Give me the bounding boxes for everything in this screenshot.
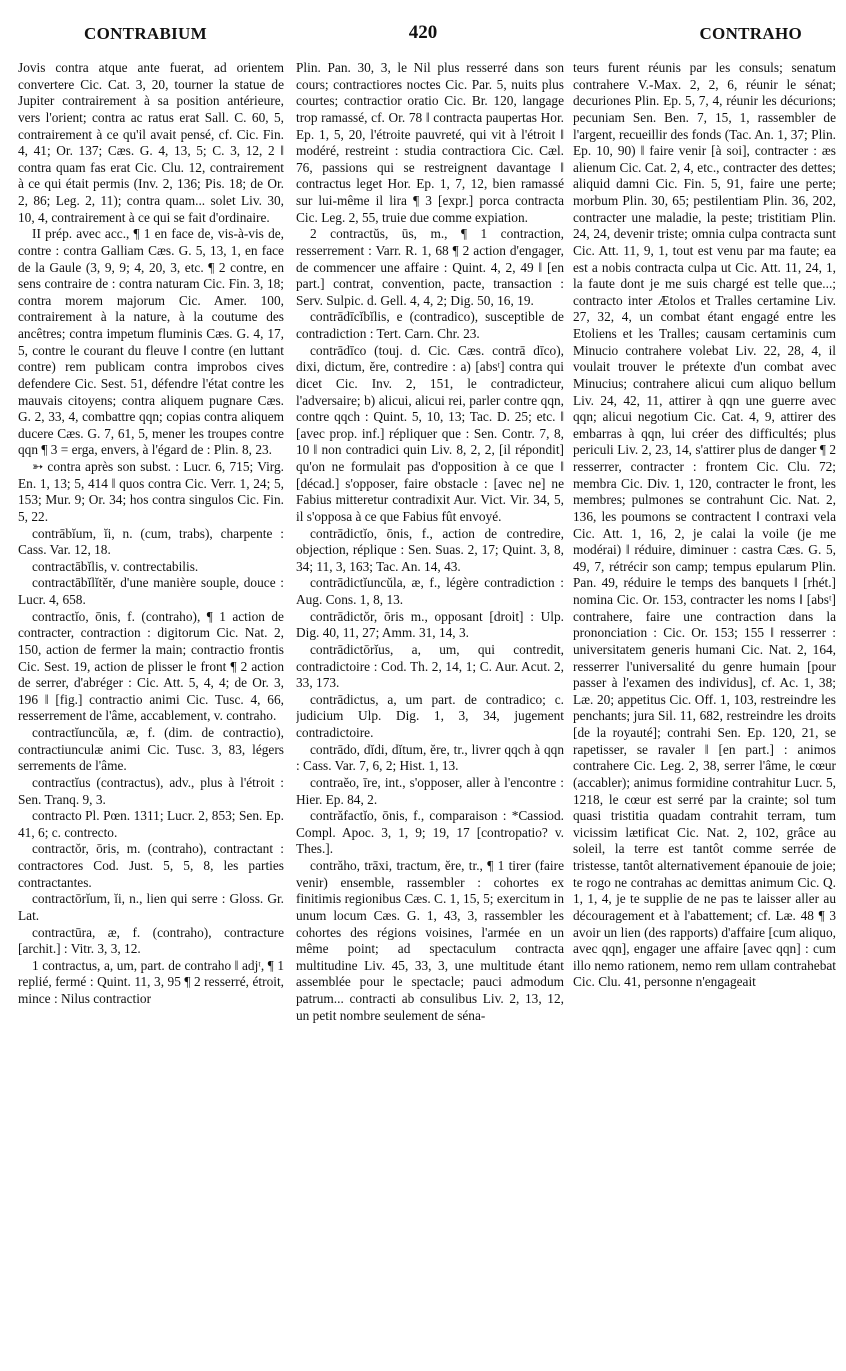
entry-paragraph: contracto Pl. Pœn. 1311; Lucr. 2, 853; Sen. Ep. 41, 6; c. contrecto.: [18, 808, 284, 840]
entry-paragraph: Jovis contra atque ante fuerat, ad orientem convertere Cic. Cat. 3, 20, tourner la statue de Jupiter contrairement à sa position antérieure, vers l'orient; contra ac ratus erat Sall. C. 60, 5, contrairement à ce qu'il avait pensé, cf. Cic. Fin. 4, 41; Or. 137; Cæs. G. 4, 13, 5; C. 3, 12, 2 ‖ contra quam fas erat Cic. Clu. 12, contrairement à ce qui était permis (Inv. 2, 136; Pis. 18; de Or. 2, 86; Leg. 2, 11); contra quam... solet Liv. 30, 10, 4, contrairement à ce qui se fait d'ordinaire.: [18, 60, 284, 225]
right-guide-word: CONTRAHO: [699, 24, 802, 43]
entry-paragraph: contractĭus (contractus), adv., plus à l'étroit : Sen. Tranq. 9, 3.: [18, 774, 284, 807]
entry-paragraph: contrādictus, a, um part. de contradico; c. judicium Ulp. Dig. 1, 3, 34, jugement contradictoire.: [296, 691, 564, 740]
column-left: [18, 60, 284, 1360]
entry-paragraph: teurs furent réunis par les consuls; senatum contrahere V.-Max. 2, 2, 6, réunir le sénat; decuriones Plin. Ep. 5, 7, 4, réunir les décurions; pecuniam Sen. Ben. 7, 15, 1, rassembler de l'argent, recueillir des fonds (Tac. An. 1, 37; Plin. Ep. 10, 90) ‖ faire venir [à soi], contracter : æs alienum Cic. Cat. 2, 4, etc., contracter des dettes; aliquid damni Cic. Fin. 5, 91, faire une perte; morbum Plin. 30, 65; pestilentiam Plin. 36, 202, contracter une maladie, la peste; tristitiam Plin. 24, 24, devenir triste; omnia culpa contracta sunt Cic. Att. 11, 9, 1, tout est venu par ma faute; ea est a nobis contracta culpa ut Cic. Att. 11, 24, 1, la faute dont je me suis chargé est telle que...; contracto inter Ætolos et Tralles certamine Liv. 27, 32, 4, un combat étant engagé entre les Etoliens et les Tralles; causam certaminis cum Minucio contrahere volebat Liv. 22, 28, 4, il voulait trouver le prétexte d'un combat avec Minucius; contrahere alicui cum aliquo bellum Liv. 24, 42, 11, attirer à qqn une guerre avec qqn; alicui negotium Cic. Cat. 4, 9, attirer des embarras à qqn, lui créer des difficultés; plus periculi Liv. 2, 23, 14, s'attirer plus de danger ¶ 2 resserrer, contracter : frontem Cic. Clu. 72; membra Cic. Div. 1, 120, contracter le front, les membres; pulmones se contrahunt Cic. Nat. 2, 136, les poumons se contractent ‖ contraxi vela Cic. Att. 1, 16, 2, je calai la voile (je me modérai) ‖ réduire, diminuer : castra Cæs. G. 5, 49, 7, rétrécir son camp; tempus epularum Plin. Pan. 49, réduire le temps des banquets ‖ [rhét.] nomina Cic. Or. 153, contracter les noms ‖ [absᵗ] contrahere, faire une contraction dans la prononciation : Cic. Or. 153; 155 ‖ resserrer : universitatem generis humani Cic. Nat. 2, 164, resserrer l'universalité du genre humain [pour passer à l'examen des individus], cf. Ac. 1, 38; Læ. 20; appetitus Cic. Off. 1, 103, restreindre les penchants; jura Sil. 11, 682, restreindre les droits [de la royauté]; contrahi Sen. Ep. 120, 21, se rapetisser, se ravaler ‖ [en part.] : animos contrahere Cic. Leg. 2, 38, serrer l'âme, le cœur (accabler); animus formidine contrahitur Lucr. 5, 1218, le cœur est serré par la crainte; sol tum quasi tristitia quadam contrahit terram, tum vicissim lætificat Cic. Nat. 2, 102, grâce au soleil, la terre est tantôt comme serrée de tristesse, tantôt alternativement épanouie de joie; te rogo ne contrahas ac demittas animum Cic. Q. 1, 1, 4, je te supplie de ne pas te laisser aller au découragement et à l'abattement; cf. Læ. 48 ¶ 3 avoir un lien (des rapports) d'affaire [cum aliquo, avec qqn], engager une affaire [avec qqn] : cum illo nemo rationem, nemo rem ullam contrahebat Cic. Clu. 41, personne n'engageait: [573, 60, 836, 990]
entry-paragraph: contractūra, æ, f. (contraho), contracture [archit.] : Vitr. 3, 3, 12.: [18, 924, 284, 957]
entry-paragraph: contractĭo, ōnis, f. (contraho), ¶ 1 action de contracter, contraction : digitorum Cic. Nat. 2, 150, action de fermer la main; contractio frontis Cic. Sest. 19, action de plisser le front ¶ 2 action de serrer, d'abréger : Cic. Att. 5, 4, 4; de Or. 3, 196 ‖ [fig.] contractio animi Cic. Tusc. 4, 66, resserrement de l'âme, accablement, v. contraho.: [18, 608, 284, 724]
entry-paragraph: II prép. avec acc., ¶ 1 en face de, vis-à-vis de, contre : contra Galliam Cæs. G. 5, 13, 1, en face de la Gaule (3, 9, 9; 4, 20, 3, etc. ¶ 2 contre, en sens contraire de : contra naturam Cic. Fin. 3, 18; contra morem majorum Cic. Amer. 100, contrairement à la nature, à la coutume des ancêtres; contra impetum fluminis Cæs. G. 4, 17, 5, contre le courant du fleuve ‖ contre (en luttant contre) rem publicam contra improbos cives defendere Cic. Sest. 51, défendre l'état contre les mauvais citoyens; contra aliquem pugnare Cæs. G. 2, 33, 4, combattre qqn; copias contra aliquem ducere Cæs. G. 7, 61, 5, mener les troupes contre qqn ¶ 3 = erga, envers, à l'égard de : Plin. 8, 23.: [18, 226, 284, 458]
entry-paragraph: contrādictĭuncŭla, æ, f., légère contradiction : Aug. Cons. 1, 8, 13.: [296, 575, 564, 607]
entry-paragraph: ➳ contra après son subst. : Lucr. 6, 715; Virg. En. 1, 13; 5, 414 ‖ quos contra Cic. Verr. 1, 24; 5, 153; Mur. 9; Or. 34; hos contra singulos Cic. Fin. 5, 22.: [18, 459, 284, 524]
page-number: 420: [408, 22, 438, 43]
entry-paragraph: contrăfactĭo, ōnis, f., comparaison : *Cassiod. Compl. Apoc. 3, 1, 9; 19, 17 [contropatio? v. Thes.].: [296, 808, 564, 857]
entry-paragraph: contrādo, dĭdi, dĭtum, ĕre, tr., livrer qqch à qqn : Cass. Var. 7, 6, 2; Hist. 1, 13.: [296, 741, 564, 774]
entry-paragraph: contrādictōrĭus, a, um, qui contredit, contradictoire : Cod. Th. 2, 14, 1; C. Aur. Acut. 2, 33, 173.: [296, 641, 564, 691]
entry-paragraph: contrăho, trāxi, tractum, ĕre, tr., ¶ 1 tirer (faire venir) ensemble, rassembler : cohortes ex finitimis regionibus Cæs. C. 1, 15, 5; exercitum in unum locum Cæs. G. 1, 43, 3, rassembler les cohortes des régions voisines, l'armée en un même point; ad spectaculum contracta multitudine Liv. 45, 33, 3, une multitude étant assemblée pour le spectacle; pauci admodum patrum... contracti ab consulibus Liv. 2, 13, 12, un petit nombre seulement de séna-: [296, 858, 564, 1023]
entry-paragraph: contrābĭum, ĭi, n. (cum, trabs), charpente : Cass. Var. 12, 18.: [18, 525, 284, 558]
entry-paragraph: 2 contractŭs, ūs, m., ¶ 1 contraction, resserrement : Varr. R. 1, 68 ¶ 2 action d'engager, de commencer une affaire : Quint. 4, 2, 49 ‖ [en part.] contrat, convention, pacte, transaction : Serv. Sulpic. d. Gell. 4, 4, 2; Dig. 50, 16, 19.: [296, 226, 564, 308]
left-guide-word: CONTRABIUM: [84, 24, 207, 43]
text-columns: [18, 60, 836, 1360]
entry-paragraph: 1 contractus, a, um, part. de contraho ‖ adjᵗ, ¶ 1 replié, fermé : Quint. 11, 3, 95 ¶ 2 resserré, étroit, mince : Nilus contractior: [18, 957, 284, 1006]
entry-paragraph: contrādīcĭbĭlis, e (contradico), susceptible de contradiction : Tert. Carn. Chr. 23.: [296, 309, 564, 341]
entry-paragraph: contrādictĭo, ōnis, f., action de contredire, objection, réplique : Sen. Suas. 2, 17; Quint. 3, 8, 34; 11, 3, 163; Tac. An. 14, 43.: [296, 525, 564, 574]
entry-paragraph: contractōrĭum, ĭi, n., lien qui serre : Gloss. Gr. Lat.: [18, 891, 284, 923]
entry-paragraph: Plin. Pan. 30, 3, le Nil plus resserré dans son cours; contractiores noctes Cic. Par. 5, nuits plus courtes; contractior oratio Cic. Br. 120, langage trop ramassé, cf. Or. 78 ‖ contracta paupertas Hor. Ep. 1, 5, 20, l'étroite pauvreté, qui vit à l'étroit ‖ modéré, restreint : studia contractiora Cic. Cæl. 76, passions qui se restreignent davantage ‖ contractus leget Hor. Ep. 1, 7, 12, bien ramassé sur lui-même il lira ¶ 3 [expr.] porca contracta Cic. Leg. 2, 55, truie due comme expiation.: [296, 60, 564, 225]
column-right: [573, 60, 836, 1360]
entry-paragraph: contrādictŏr, ōris m., opposant [droit] : Ulp. Dig. 40, 11, 27; Amm. 31, 14, 3.: [296, 608, 564, 641]
page-header: [22, 18, 824, 48]
entry-paragraph: contraĕo, īre, int., s'opposer, aller à l'encontre : Hier. Ep. 84, 2.: [296, 774, 564, 807]
entry-paragraph: contractābĭlĭtĕr, d'une manière souple, douce : Lucr. 4, 658.: [18, 575, 284, 607]
entry-paragraph: contractābĭlis, v. contrectabilis.: [32, 558, 199, 574]
column-middle: [296, 60, 564, 1360]
entry-paragraph: contractŏr, ōris, m. (contraho), contractant : contractores Cod. Just. 5, 5, 8, les parties contractantes.: [18, 841, 284, 890]
entry-paragraph: contractĭuncŭla, æ, f. (dim. de contractio), contractiunculæ animi Cic. Tusc. 3, 83, légers serrements de l'âme.: [18, 725, 284, 774]
entry-paragraph: contrādīco (touj. d. Cic. Cæs. contrā dīco), dixi, dictum, ĕre, contredire : a) [absᵗ] contra qui dicet Cic. Inv. 2, 151, le contradicteur, l'adversaire; b) alicui, alicui rei, parler contre qqn, contre qqch : Quint. 5, 10, 13; Tac. D. 25; etc. ‖ [avec prop. inf.] répliquer que : Sen. Contr. 7, 8, 10 ‖ non contradici quin Liv. 8, 2, 2, [il répondit] qu'on ne formulait pas d'opposition à ce que ‖ [décad.] s'opposer, faire obstacle : [avec ne] ne Fabius mitteretur contradixit Aur. Vict. Vir. 34, 5, il s'opposa à ce que Fabius fût envoyé.: [296, 342, 564, 524]
